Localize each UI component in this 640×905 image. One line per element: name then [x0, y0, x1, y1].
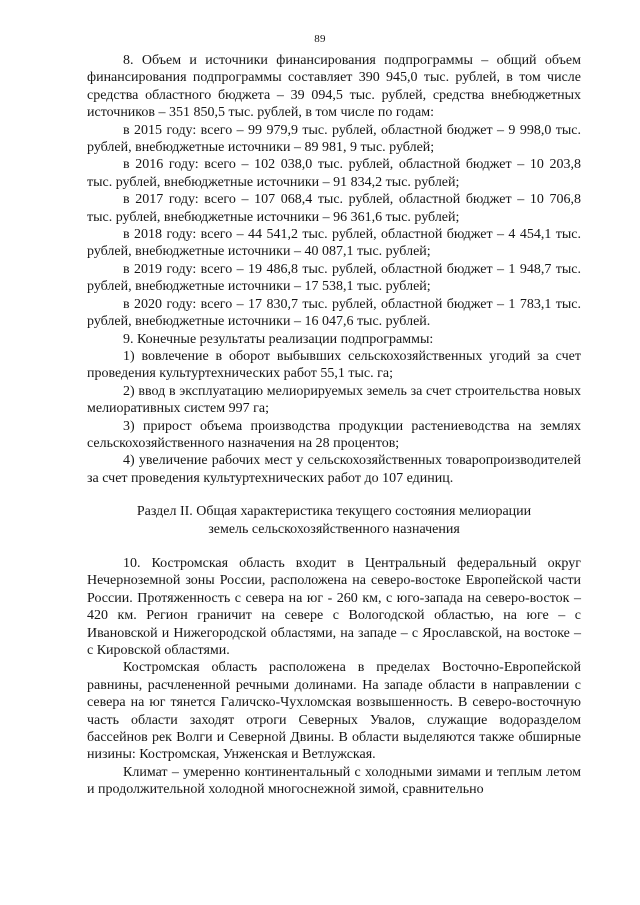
section-heading-line-2: земель сельскохозяйственного назначения	[208, 521, 460, 537]
paragraph-region-relief: Костромская область расположена в пределах Восточно-Европейской равнины, расчлененной речными долинами. На западе области в направлении с севера на юг тянется Галичско-Чухломская возвышенность. В северо-восточную часть области заходят отроги Северных Увалов, служащие водоразделом бассейнов рек Волги и Северной Двины. В области выделяются также обширные низины: Костромская, Унженская и Ветлужская.	[87, 660, 581, 763]
paragraph-climate: Климат – умеренно континентальный с холодными зимами и теплым летом и продолжительной холодной многоснежной зимой, сравнительно	[87, 764, 581, 798]
paragraph-result-1: 1) вовлечение в оборот выбывших сельскохозяйственных угодий за счет проведения культуртехнических работ 55,1 тыс. га;	[87, 348, 581, 382]
section-heading-line-1: Раздел II. Общая характеристика текущего состояния мелиорации	[136, 504, 532, 520]
paragraph-result-4: 4) увеличение рабочих мест у сельскохозяйственных товаропроизводителей за счет проведения культуртехнических работ до 107 единиц.	[87, 453, 581, 486]
paragraph-year-2017: в 2017 году: всего – 107 068,4 тыс. рублей, областной бюджет – 10 706,8 тыс. рублей, внебюджетные источники – 96 361,6 тыс. рублей;	[87, 192, 581, 225]
paragraph-year-2018: в 2018 году: всего – 44 541,2 тыс. рублей, областной бюджет – 4 454,1 тыс. рублей, внебюджетные источники – 40 087,1 тыс. рублей;	[87, 227, 581, 260]
page-number: 89	[314, 33, 326, 45]
paragraph-year-2016: в 2016 году: всего – 102 038,0 тыс. рублей, областной бюджет – 10 203,8 тыс. рублей, внебюджетные источники – 91 834,2 тыс. рублей;	[87, 157, 581, 190]
paragraph-year-2019: в 2019 году: всего – 19 486,8 тыс. рублей, областной бюджет – 1 948,7 тыс. рублей, внебюджетные источники – 17 538,1 тыс. рублей;	[87, 261, 581, 295]
document-body	[87, 52, 581, 799]
paragraph-region-location: 10. Костромская область входит в Центральный федеральный округ Нечерноземной зоны России, расположена на северо-востоке Европейской части России. Протяженность с севера на юг - 260 км, с юго-запада на северо-восток – 420 км. Регион граничит на севере с Вологодской областью, на юге – с Ивановской и Нижегородской областями, на западе – с Ярославской, на востоке – с Кировской областями.	[87, 555, 581, 658]
paragraph-result-2: 2) ввод в эксплуатацию мелиорируемых земель за счет строительства новых мелиоративных систем 997 га;	[87, 383, 581, 417]
section-heading	[87, 503, 581, 538]
paragraph-year-2020: в 2020 году: всего – 17 830,7 тыс. рублей, областной бюджет – 1 783,1 тыс. рублей, внебюджетные источники – 16 047,6 тыс. рублей.	[87, 296, 581, 330]
paragraph-results-heading: 9. Конечные результаты реализации подпрограммы:	[123, 331, 434, 347]
paragraph-financing-intro: 8. Объем и источники финансирования подпрограммы – общий объем финансирования подпрограммы составляет 390 945,0 тыс. рублей, в том числе средства областного бюджета – 39 094,5 тыс. рублей, средства внебюджетных источников – 351 850,5 тыс. рублей, в том числе по годам:	[87, 53, 581, 121]
paragraph-year-2015: в 2015 году: всего – 99 979,9 тыс. рублей, областной бюджет – 9 998,0 тыс. рублей, внебюджетные источники – 89 981, 9 тыс. рублей;	[87, 122, 581, 156]
paragraph-result-3: 3) прирост объема производства продукции растениеводства на землях сельскохозяйственного назначения на 28 процентов;	[87, 418, 581, 451]
